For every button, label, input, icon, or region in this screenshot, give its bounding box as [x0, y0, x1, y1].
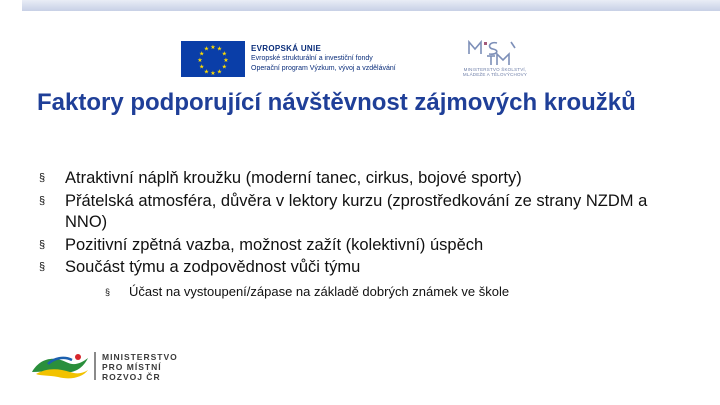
mmr-line-3: ROZVOJ ČR — [102, 372, 161, 382]
msmt-mark-icon — [467, 40, 517, 66]
bullet-item — [37, 235, 687, 257]
sub-bullet-marker: § — [105, 286, 111, 297]
mmr-line-1: MINISTERSTVO — [102, 352, 178, 362]
eu-line-1: Evropské strukturální a investiční fondy — [251, 55, 373, 62]
bullet-marker: § — [39, 261, 46, 273]
bullet-marker: § — [39, 194, 46, 207]
eu-line-2: Operační program Výzkum, vývoj a vzdělávání — [251, 65, 396, 72]
mmr-divider — [94, 352, 96, 380]
svg-text:★: ★ — [223, 57, 229, 64]
mmr-line-2: PRO MÍSTNÍ — [102, 362, 162, 372]
bullet-marker: § — [39, 238, 46, 251]
svg-text:★: ★ — [199, 63, 205, 71]
sub-bullet-list — [65, 283, 687, 301]
msmt-caption-line-1: MINISTERSTVO ŠKOLSTVÍ, — [463, 67, 527, 72]
svg-text:★: ★ — [216, 45, 223, 53]
svg-text:★: ★ — [216, 68, 223, 76]
top-decorative-bar — [0, 0, 720, 11]
eu-logo-text — [251, 44, 396, 74]
svg-text:★: ★ — [210, 44, 216, 51]
sub-bullet-item — [105, 283, 687, 301]
bullet-list — [37, 168, 687, 302]
bullet-text: Součást týmu a zodpovědnost vůči týmu — [65, 258, 361, 276]
eu-title: EVROPSKÁ UNIE — [251, 44, 322, 53]
bullet-item — [37, 168, 687, 190]
mmr-text — [102, 352, 178, 382]
mmr-emblem-icon — [30, 350, 90, 380]
top-bar-gap — [0, 0, 22, 11]
svg-text:★: ★ — [221, 50, 227, 58]
svg-text:★: ★ — [199, 50, 205, 58]
msmt-logo — [445, 40, 545, 76]
mmr-logo — [30, 348, 200, 384]
bullet-item — [37, 257, 687, 301]
eu-logo — [181, 40, 439, 78]
svg-text:★: ★ — [197, 57, 203, 64]
svg-text:★: ★ — [203, 68, 210, 76]
svg-text:★: ★ — [221, 63, 227, 71]
bullet-text: Přátelská atmosféra, důvěra v lektory kurzu (zprostředkování ze strany NZDM a NNO) — [65, 191, 648, 231]
bullet-marker: § — [39, 172, 46, 184]
svg-text:★: ★ — [203, 45, 210, 53]
svg-text:★: ★ — [210, 70, 216, 77]
msmt-caption-line-2: MLÁDEŽE A TĚLOVÝCHOVY — [462, 72, 528, 77]
bullet-text: Pozitivní zpětná vazba, možnost zažít (kolektivní) úspěch — [65, 235, 484, 254]
sub-bullet-text: Účast na vystoupení/zápase na základě dobrých známek ve škole — [129, 283, 510, 299]
msmt-caption — [445, 67, 545, 77]
bullet-item — [37, 191, 687, 234]
bullet-text: Atraktivní náplň kroužku (moderní tanec, cirkus, bojové sporty) — [65, 169, 522, 187]
slide-title: Faktory podporující návštěvnost zájmových kroužků — [37, 89, 636, 116]
eu-flag-icon — [181, 41, 245, 77]
